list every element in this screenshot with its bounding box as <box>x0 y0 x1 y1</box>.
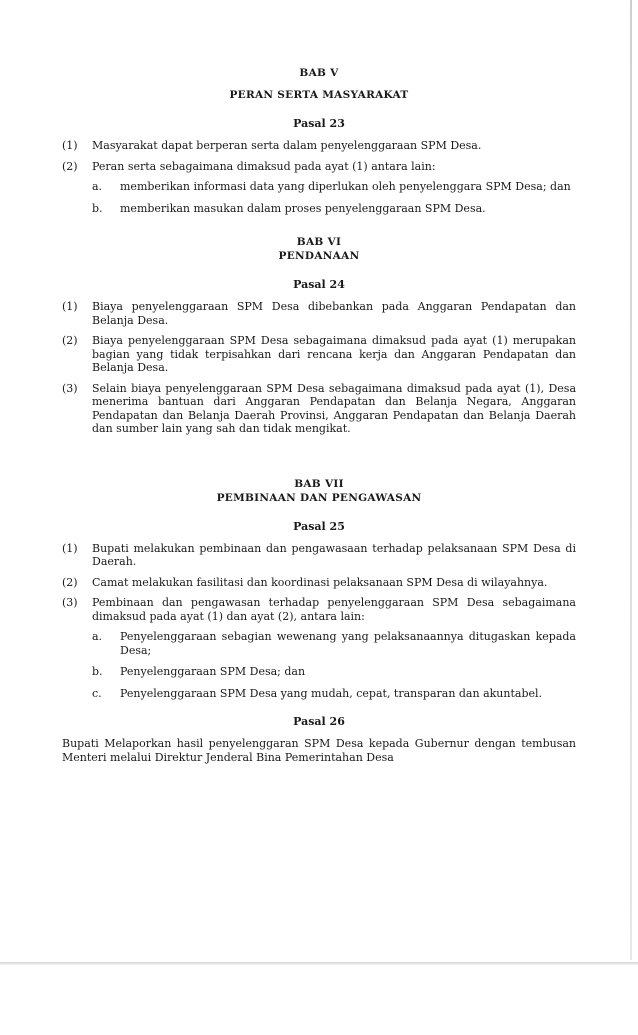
item-text: Bupati melakukan pembinaan dan pengawasaan terhadap pelaksanaan SPM Desa di Daerah. <box>92 541 576 568</box>
article-subitem <box>92 202 576 216</box>
item-number: (2) <box>62 575 78 589</box>
article-subitem <box>92 665 576 679</box>
article-title: Pasal 23 <box>293 117 345 130</box>
item-number: (2) <box>62 334 78 347</box>
article-item <box>62 542 576 569</box>
chapter-subtitle: PENDANAAN <box>278 250 360 262</box>
subitem-text: memberikan informasi data yang diperlukan oleh penyelenggara SPM Desa; dan <box>120 180 571 193</box>
subitem-letter: c. <box>92 686 102 700</box>
article-subitem <box>92 180 576 194</box>
item-number: (3) <box>62 381 78 395</box>
article-item <box>62 576 576 590</box>
article-item <box>62 334 576 375</box>
item-number: (1) <box>62 300 78 313</box>
item-number: (2) <box>62 159 78 173</box>
article-title: Pasal 26 <box>293 715 345 728</box>
article-item <box>62 300 576 327</box>
item-number: (3) <box>62 596 78 609</box>
subitem-letter: b. <box>92 201 103 215</box>
chapter-title: BAB VII <box>294 477 344 490</box>
subitem-letter: b. <box>92 665 103 678</box>
item-number: (1) <box>62 541 78 555</box>
item-text: Biaya penyelenggaraan SPM Desa dibebankan pada Anggaran Pendapatan dan Belanja Desa. <box>92 300 576 327</box>
article-title: Pasal 25 <box>293 519 345 533</box>
article-paragraph: Bupati Melaporkan hasil penyelenggaran SPM Desa kepada Gubernur dengan tembusan Menteri melalui Direktur Jenderal Bina Pemerintahan Desa <box>62 737 576 764</box>
item-number: (1) <box>62 139 78 152</box>
article-subitem <box>92 687 576 701</box>
chapter-subtitle: PERAN SERTA MASYARAKAT <box>229 89 409 101</box>
item-text: Masyarakat dapat berperan serta dalam penyelenggaraan SPM Desa. <box>92 139 482 152</box>
subitem-text: Penyelenggaraan sebagian wewenang yang pelaksanaannya ditugaskan kepada Desa; <box>120 630 576 657</box>
article-subitem <box>92 630 576 657</box>
chapter-title: BAB V <box>299 67 339 79</box>
article-item <box>62 596 576 623</box>
item-text: Pembinaan dan pengawasan terhadap penyelenggaraan SPM Desa sebagaimana dimaksud pada ayat (1) dan ayat (2), antara lain: <box>92 596 576 623</box>
article-item <box>62 160 576 174</box>
item-text: Camat melakukan fasilitasi dan koordinasi pelaksanaan SPM Desa di wilayahnya. <box>92 575 548 589</box>
article-item <box>62 382 576 436</box>
subitem-letter: a. <box>92 180 103 193</box>
subitem-text: Penyelenggaraan SPM Desa yang mudah, cepat, transparan dan akuntabel. <box>120 686 543 700</box>
chapter-title: BAB VI <box>296 236 342 248</box>
scan-bottom-shadow <box>0 962 638 966</box>
subitem-text: Penyelenggaraan SPM Desa; dan <box>120 665 306 678</box>
item-text: Biaya penyelenggaraan SPM Desa sebagaimana dimaksud pada ayat (1) merupakan bagian yang tidak terpisahkan dari rencana kerja dan Anggaran Pendapatan dan Belanja Desa. <box>92 334 576 374</box>
chapter-subtitle: PEMBINAAN DAN PENGAWASAN <box>216 491 422 504</box>
subitem-letter: a. <box>92 630 103 643</box>
scan-edge-line <box>630 0 632 960</box>
article-item <box>62 139 576 153</box>
item-text: Selain biaya penyelenggaraan SPM Desa sebagaimana dimaksud pada ayat (1), Desa menerima bantuan dari Anggaran Pendapatan dan Belanja Negara, Anggaran Pendapatan dan Belanja Daerah Provinsi, Anggaran Pendapatan dan Belanja Daerah dan sumber lain yang sah dan tidak mengikat. <box>92 381 576 435</box>
item-text: Peran serta sebagaimana dimaksud pada ayat (1) antara lain: <box>92 159 436 173</box>
article-title: Pasal 24 <box>293 278 345 291</box>
subitem-text: memberikan masukan dalam proses penyelenggaraan SPM Desa. <box>120 201 486 215</box>
